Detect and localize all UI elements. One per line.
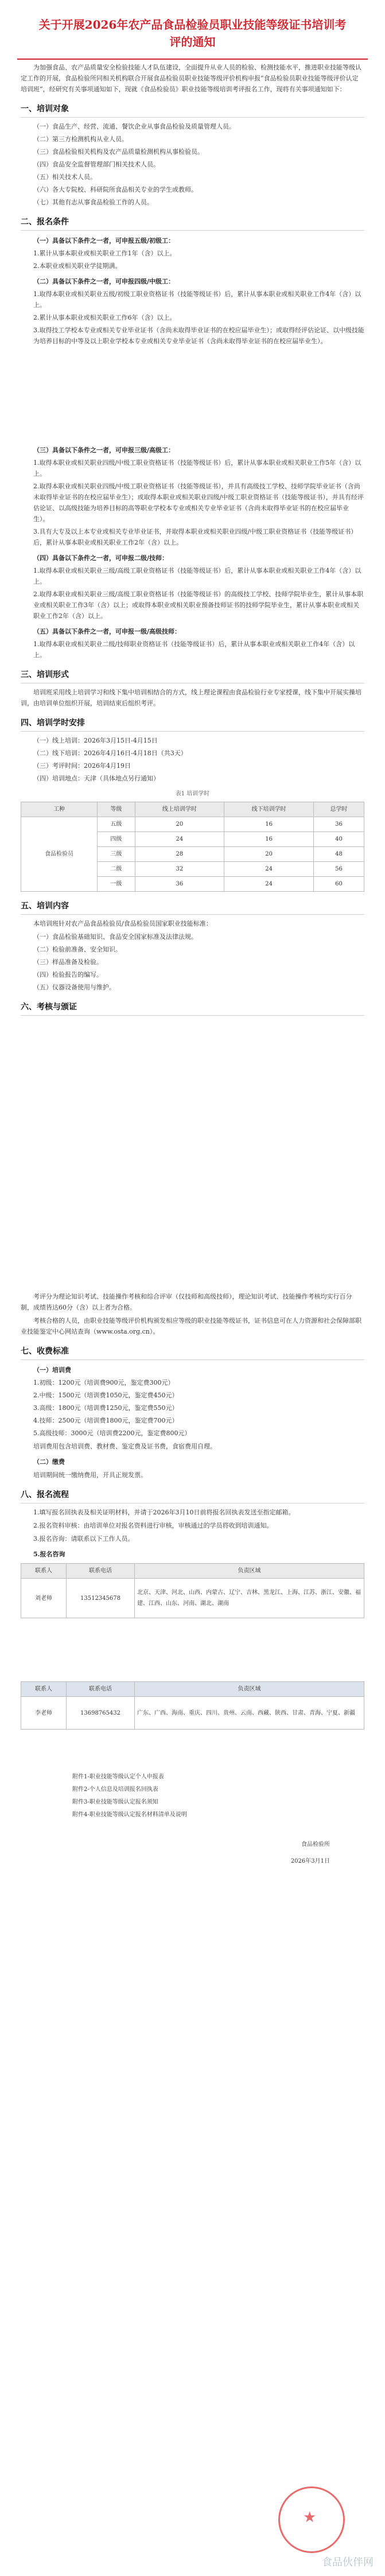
table-header: 等级 <box>98 802 135 817</box>
site-watermark: 食品伙伴网 <box>322 2556 374 2569</box>
table-row <box>21 817 364 832</box>
attachment-link[interactable]: 附件4-职业技能等级认定报名材料清单及说明 <box>72 1812 187 1818</box>
table-cell: 36 <box>135 877 224 892</box>
hours-table <box>21 802 364 892</box>
section-training-content: 五、培训内容 <box>21 901 364 915</box>
table-caption: 表1 培训学时 <box>175 791 210 797</box>
table-cell: 20 <box>135 817 224 832</box>
list-item: （二）检验前准备、安全知识。 <box>33 946 122 953</box>
payment-text: 培训期间统一缴纳费用，开具正规发票。 <box>33 1471 147 1479</box>
contact-phone[interactable]: 13512345678 <box>67 1579 135 1618</box>
table-row <box>21 1579 364 1618</box>
table-header: 工种 <box>21 802 98 817</box>
list-item: 2.累计从事本职业或相关职业工作6年（含）以上。 <box>33 314 176 321</box>
blank-area <box>21 348 364 440</box>
table-cell: 16 <box>224 817 314 832</box>
table-header: 线下培训学时 <box>224 802 314 817</box>
list-item: （三）食品检验相关机构及农产品质量检测机构从事检验员。 <box>33 148 204 156</box>
table-cell: 32 <box>135 862 224 877</box>
level-3-title: （三）具备以下条件之一者，可申报三级/高级工： <box>33 446 175 454</box>
list-item: （二）线下培训：2026年4月16日-4月18日（共3天） <box>33 749 187 757</box>
table-cell: 60 <box>313 877 364 892</box>
list-item: （二）第三方检测机构从业人员。 <box>33 135 128 143</box>
table-row <box>21 1697 364 1730</box>
level-2-title: （四）具备以下条件之一者，可申报二级/技师： <box>33 554 169 562</box>
assessment-paragraph: 考评分为理论知识考试、技能操作考核和综合评审（仅技师和高级技师），理论知识考试、技能操作考核均实行百分制，成绩皆达60分（含）以上者为合格。 <box>21 1293 352 1311</box>
issuing-org: 食品检验所 <box>301 1841 330 1848</box>
table-cell: 三级 <box>98 847 135 862</box>
list-item: 4.技师：2500元（培训费1800元，鉴定费700元） <box>33 1417 178 1424</box>
contact-table-2 <box>21 1681 364 1730</box>
list-item: （一）食品生产、经营、流通、餐饮企业从事食品检验及质量管理人员。 <box>33 123 235 130</box>
list-item: 1.取得本职业或相关职业四级/中级工职业资格证书（技能等级证书）后，累计从事本职业或相关职业工作5年（含）以上。 <box>33 459 361 477</box>
list-item: 5.高级技师：3000元（培训费2200元，鉴定费800元） <box>33 1429 191 1437</box>
contact-phone[interactable]: 13698765432 <box>67 1697 135 1730</box>
payment-subtitle: （二）缴费 <box>33 1458 65 1466</box>
table-header: 总学时 <box>313 802 364 817</box>
table-header-row <box>21 802 364 817</box>
table-cell: 56 <box>313 862 364 877</box>
official-seal <box>278 2486 345 2553</box>
intro-paragraph: 为加强食品、农产品质量安全检验技能人才队伍建设，全面提升从业人员的检验、检测技能水平，推进职业技能等级认定工作的开展，食品检验所同相关机构联合开展食品检验员职业技能等级评价机构申报“食品检验员职业技能等级评价认定培训班”，经研究有关事项通知如下，现就《食品检验员》职业技能等级培训考评报名工作，现将有关事项通知如下： <box>21 64 361 93</box>
table-header: 负责区域 <box>135 1682 364 1697</box>
table-cell: 五级 <box>98 817 135 832</box>
list-item: （四）培训地点：天津（具体地点另行通知） <box>33 775 160 782</box>
contact-areas: 北京、天津、河北、山西、内蒙古、辽宁、吉林、黑龙江、上海、江苏、浙江、安徽、福建、江西、山东、河南、湖北、湖南 <box>135 1579 364 1618</box>
table-cell: 一级 <box>98 877 135 892</box>
list-item: （六）各大专院校、科研院所食品相关专业的学生或教师。 <box>33 186 197 193</box>
list-item: 3.报名咨询：请联系以下工作人员。 <box>33 1535 134 1543</box>
fee-subtitle: （一）培训费 <box>33 1366 71 1374</box>
list-item: （五）仪器设备使用与维护。 <box>33 984 115 991</box>
contact-name: 刘老师 <box>21 1579 67 1618</box>
table-header: 联系电话 <box>67 1564 135 1579</box>
section-requirements: 二、报名条件 <box>21 217 364 231</box>
attachment-link[interactable]: 附件2-个人信息及培训报名回执表 <box>72 1786 158 1793</box>
table-header-row <box>21 1682 364 1697</box>
list-item: 1.填写报名回执表及相关证明材料，并请于2026年3月10日前将报名回执表发送至指定邮箱。 <box>33 1509 295 1516</box>
blank-area <box>21 1019 364 1289</box>
contact-areas: 广东、广西、海南、重庆、四川、贵州、云南、西藏、陕西、甘肃、青海、宁夏、新疆 <box>135 1697 364 1730</box>
list-item: （三）样品准备及检验。 <box>33 958 103 966</box>
section-training-format: 三、培训形式 <box>21 670 364 683</box>
attachment-link[interactable]: 附件1-职业技能等级认定个人申报表 <box>72 1774 164 1780</box>
list-item: 2.报名资料审核：由培训单位对报名资料进行审核，审核通过的学员将收到培训通知。 <box>33 1522 273 1529</box>
table-cell: 16 <box>224 832 314 847</box>
table-header: 联系人 <box>21 1682 67 1697</box>
table-header: 联系人 <box>21 1564 67 1579</box>
table-header: 线上培训学时 <box>135 802 224 817</box>
seal-star-icon: ★ <box>303 2509 317 2526</box>
section-assessment: 六、考核与颁证 <box>21 1002 364 1016</box>
list-item: 1.取得本职业或相关职业三级/高级工职业资格证书（技能等级证书）后，累计从事本职业或相关职业工作4年（含）以上。 <box>33 567 361 585</box>
table-header: 负责区域 <box>135 1564 364 1579</box>
table-cell: 28 <box>135 847 224 862</box>
blank-area <box>21 1822 364 1833</box>
list-item: （七）其他有志从事食品检验工作的人员。 <box>33 199 153 206</box>
table-cell: 24 <box>224 862 314 877</box>
list-item: 2.本职业或相关职业学徒期满。 <box>33 262 122 270</box>
fee-note: 培训费用包含培训费、教材费、鉴定费及证书费，食宿费用自理。 <box>33 1443 216 1450</box>
content-intro: 本培训班针对农产品食品检验员/食品检验员国家职业技能标准： <box>33 920 212 927</box>
table-cell: 四级 <box>98 832 135 847</box>
table-header-row <box>21 1564 364 1579</box>
section-fees: 七、收费标准 <box>21 1346 364 1360</box>
table-header: 联系电话 <box>67 1682 135 1697</box>
list-item: 1.取得本职业或相关职业五级/初级工职业资格证书（技能等级证书）后，累计从事本职业或相关职业工作4年（含）以上。 <box>33 290 361 309</box>
level-1-title: （五）具备以下条件之一者，可申报一级/高级技师： <box>33 628 181 635</box>
list-item: （四）食品安全监督管理部门相关技术人员。 <box>33 161 160 168</box>
notice-title: 关于开展2026年农产品食品检验员职业技能等级证书培训考评的通知 <box>38 18 347 49</box>
section-registration: 八、报名流程 <box>21 1490 364 1503</box>
blank-area <box>21 1618 364 1681</box>
blank-area <box>21 1730 364 1770</box>
level-5-title: （一）具备以下条件之一者，可申报五级/初级工： <box>33 237 175 244</box>
list-item: 2.中级：1500元（培训费1050元，鉴定费450元） <box>33 1392 178 1399</box>
list-item: 3.具有大专及以上本专业或相关专业毕业证书，并取得本职业或相关职业四级/中级工职业资格证书（技能等级证书）后，累计从事本职业或相关职业工作2年（含）以上。 <box>33 528 357 546</box>
list-item: （四）检验报告的编写。 <box>33 971 103 978</box>
list-item: （一）食品检验基础知识、食品安全国家标准及法律法规。 <box>33 933 197 941</box>
issue-date: 2026年3月1日 <box>290 1858 330 1864</box>
contact-name: 李老师 <box>21 1697 67 1730</box>
job-cell: 食品检验员 <box>21 817 98 892</box>
section-schedule: 四、培训学时安排 <box>21 718 364 732</box>
title-divider <box>17 59 368 60</box>
table-cell: 40 <box>313 832 364 847</box>
list-item: 3.高级：1800元（培训费1250元，鉴定费550元） <box>33 1404 178 1412</box>
list-item: 2.取得本职业或相关职业三级/高级工职业资格证书（技能等级证书）的高级技工学校、技师学院毕业生，累计从事本职业或相关职业工作3年（含）以上；或取得本职业或相关职业预备技师证书的技师学院毕业生，累计从事本职业或相关职业工作2年（含）以上。 <box>33 590 364 620</box>
contact-table-1 <box>21 1563 364 1618</box>
table-cell: 36 <box>313 817 364 832</box>
table-cell: 二级 <box>98 862 135 877</box>
list-item: 3.取得技工学校本专业或相关专业毕业证书（含尚未取得毕业证书的在校应届毕业生）；或取得经评估论证、以中级技能为培养目标的中等及以上职业学校本专业或相关专业毕业证书（含尚未取得毕业证书的在校应届毕业生）。 <box>33 327 364 345</box>
table-cell: 24 <box>135 832 224 847</box>
list-item: （一）线上培训：2026年3月15日-4月15日 <box>33 737 158 744</box>
list-item: 1.初级：1200元（培训费900元，鉴定费300元） <box>33 1379 174 1386</box>
level-4-title: （二）具备以下条件之一者，可申报四级/中级工： <box>33 278 175 285</box>
contact-heading: 5.报名咨询 <box>33 1551 65 1558</box>
list-item: （五）相关技术人员。 <box>33 173 96 181</box>
list-item: （三）考评时间：2026年4月19日 <box>33 762 131 770</box>
attachment-link[interactable]: 附件3-职业技能等级认定报名须知 <box>72 1799 158 1805</box>
notice-body <box>21 62 364 1867</box>
table-cell: 24 <box>224 877 314 892</box>
table-cell: 48 <box>313 847 364 862</box>
list-item: 2.取得本职业或相关职业四级/中级工职业资格证书（技能等级证书），并具有高级技工学校、技师学院毕业证书（含尚未取得毕业证书的在校应届毕业生）；或取得本职业或相关职业四级/中级工职业资格证书（技能等级证书），并具有经评估论证、以高级技能为培养目标的高等职业学校本专业或相关专业毕业证书（含尚未取得毕业证书的在校应届毕业生）。 <box>33 483 364 523</box>
format-paragraph: 培训班采用线上培训学习和线下集中培训相结合的方式，线上理论课程由食品检验行业专家授课，线下集中开展实操培训，由培训单位组织开展，培训结束后组织考评。 <box>21 689 361 707</box>
table-cell: 20 <box>224 847 314 862</box>
certificate-paragraph: 考核合格的人员，由职业技能等级评价机构颁发相应等级的职业技能等级证书，证书信息可在人力资源和社会保障部职业技能鉴定中心网站查询（www.osta.org.cn）。 <box>21 1317 361 1335</box>
section-training-target: 一、培训对象 <box>21 104 364 118</box>
list-item: 1.累计从事本职业或相关职业工作1年（含）以上。 <box>33 250 176 257</box>
list-item: 1.取得本职业或相关职业二级/技师职业资格证书（技能等级证书）后，累计从事本职业或相关职业工作4年（含）以上。 <box>33 640 355 659</box>
